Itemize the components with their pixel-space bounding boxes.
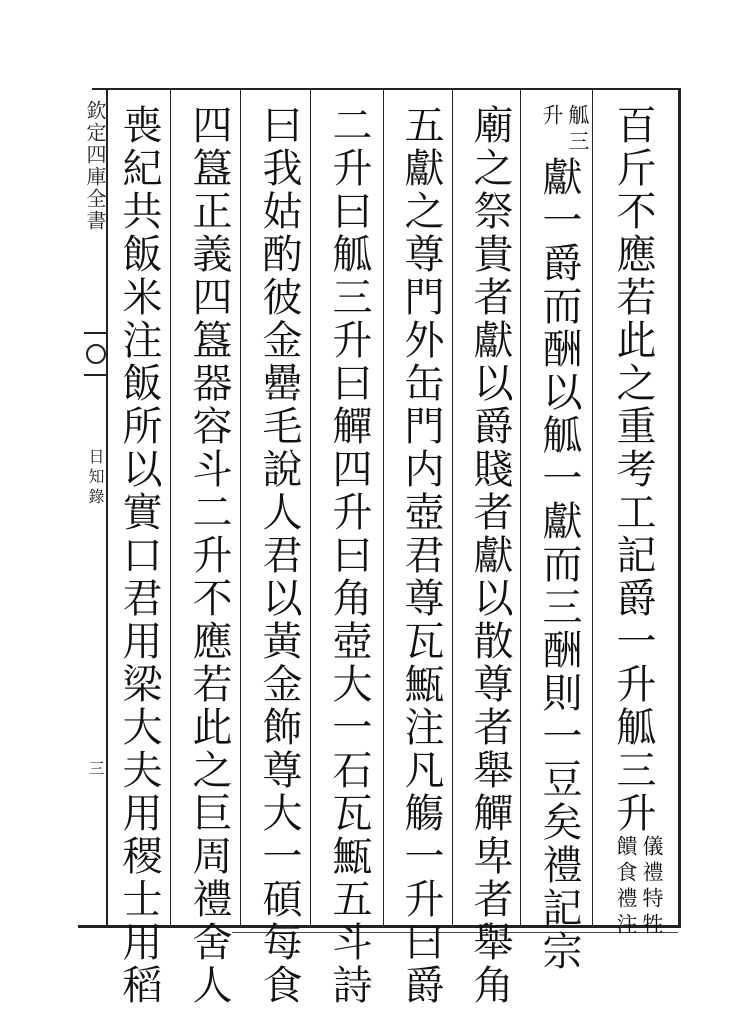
inline-note-right: 儀禮特牲 [640,835,664,939]
text-column-1 [602,104,664,939]
fold-margin-book-title: 日知錄 [86,448,105,508]
inline-note [612,835,664,939]
frame-right-border [678,88,681,928]
column-divider [383,88,384,926]
column-main-text: 五獻之尊門外缶門内壺君尊瓦甒注凡觴一升曰爵 [398,104,444,1007]
column-divider [592,88,593,926]
frame-top-border [92,88,679,90]
fold-margin-page-number: 三 [86,760,105,776]
column-main-text: 百斤不應若此之重考工記爵一升觚三升 [610,104,656,835]
column-main-text: 曰我姑酌彼金罍毛說人君以黃金飾尊大一碩每食 [256,104,302,1007]
inline-note [538,104,590,156]
frame-bottom-border [78,925,678,928]
text-column-3 [459,104,521,1007]
fold-margin-collection-title: 欽定四庫全書 [83,100,107,232]
inline-note-left: 升 [540,104,564,130]
text-column-8 [108,104,170,1007]
fishtail-ornament-icon [84,332,106,376]
column-divider [170,88,171,926]
column-divider [310,88,311,926]
text-column-4 [390,104,452,1007]
inline-note-right: 觚三 [566,104,590,156]
column-main-text: 喪紀共飯米注飯所以實口君用梁大夫用稷士用稻 [116,104,162,1007]
column-main-text: 四簋正義四簋器容斗二升不應若此之巨周禮舍人 [186,104,232,1007]
column-main-text: 廟之祭貴者獻以爵賤者獻以散尊者舉觶卑者舉角 [467,104,513,1007]
text-column-5 [318,104,380,1007]
text-column-7 [178,104,240,1007]
column-main-text: 獻一爵而酬以觚一獻而三酬則一豆矣禮記宗 [536,156,582,973]
text-column-6 [248,104,310,1007]
column-divider [240,88,241,926]
inline-note-left: 饋食禮注 [614,835,638,939]
text-column-2 [528,104,590,973]
column-main-text: 二升曰觚三升曰觶四升曰角壺大一石瓦甒五斗詩 [326,104,372,1007]
column-divider [452,88,453,926]
